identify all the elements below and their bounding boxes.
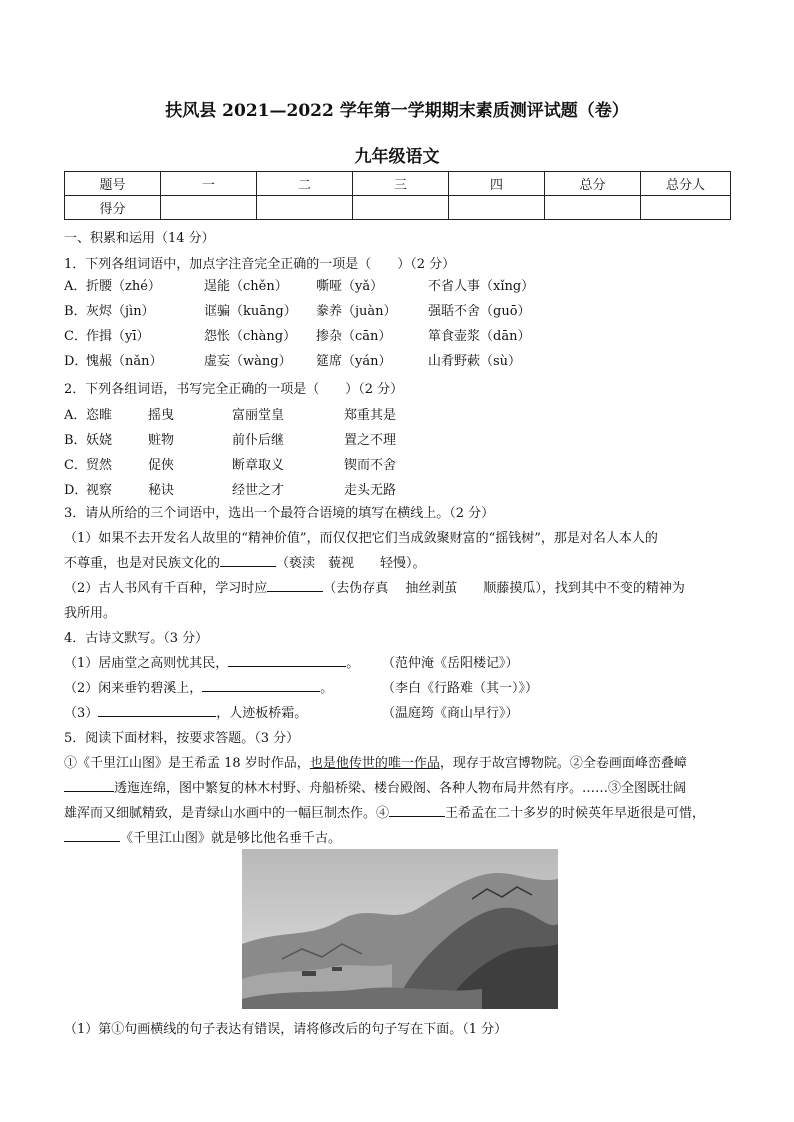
option-item: 走头无路	[344, 483, 397, 498]
option-item: 山肴野蔌（sù）	[428, 354, 522, 369]
answer-blank[interactable]	[228, 654, 346, 667]
score-header-cell: 四	[449, 172, 545, 196]
answer-blank[interactable]	[64, 829, 120, 842]
q5-sentence-4: 《千里江山图》就是够比他名垂千古。	[120, 831, 342, 846]
score-header-cell: 题号	[65, 172, 161, 196]
q4-line1	[64, 652, 359, 671]
q5-sentence-1b: ，现存于故宫博物院。②全卷画面峰峦叠嶂	[439, 756, 687, 771]
option-item: 赃物	[148, 433, 175, 448]
option-item: 锲而不舍	[344, 458, 397, 473]
q5-stem: 5．阅读下面材料，按要求答题。（3 分）	[64, 731, 300, 746]
answer-blank[interactable]	[64, 779, 114, 792]
score-cell[interactable]	[641, 196, 731, 220]
option-item: 筵席（yán）	[316, 354, 392, 369]
option-item: 豢养（juàn）	[316, 304, 397, 319]
option-item: 前仆后继	[232, 433, 285, 448]
answer-blank[interactable]	[98, 704, 216, 717]
answer-blank[interactable]	[202, 679, 320, 692]
q4-line1-source: （范仲淹《岳阳楼记》）	[382, 656, 519, 671]
option-item: 逞能（chěn）	[204, 279, 288, 294]
q5-sentence-3: 雄浑而又细腻精致，是青绿山水画中的一幅巨制杰作。④	[64, 806, 390, 821]
q3-part2-line1	[64, 577, 685, 596]
option-item: 掺杂（cān）	[316, 329, 392, 344]
option-item: 贸然	[86, 458, 113, 473]
q4-line2-source: （李白《行路难（其一）》）	[382, 681, 539, 696]
option-item: 秘诀	[148, 483, 175, 498]
option-item: 妖娆	[86, 433, 113, 448]
option-label: C．	[64, 458, 87, 473]
score-row-label: 得分	[65, 196, 161, 220]
q4-line3-text: （3）	[64, 706, 99, 721]
score-cell[interactable]	[545, 196, 641, 220]
q5-sentence-1a: ①《千里江山图》是王希孟 18 岁时作品，	[64, 756, 310, 771]
q5-subquestion-1: （1）第①句画横线的句子表达有错误，请将修改后的句子写在下面。（1 分）	[64, 1022, 508, 1037]
option-item: 嘶哑（yǎ）	[316, 279, 384, 294]
q5-material-line3	[64, 802, 705, 821]
q5-sentence-3b: 王希孟在二十多岁的时候英年早逝很是可惜，	[445, 806, 706, 821]
option-label: D．	[64, 354, 88, 369]
q3-part2-text: （2）古人书风有千百种，学习时应	[64, 581, 268, 596]
score-cell[interactable]	[161, 196, 257, 220]
option-item: 经世之才	[232, 483, 285, 498]
q4-stem: 4．古诗文默写。（3 分）	[64, 631, 209, 646]
option-item: 不省人事（xǐng）	[428, 279, 535, 294]
option-label: A．	[64, 279, 87, 294]
q4-line3-end: ，人迹板桥霜。	[216, 706, 308, 721]
q4-line3	[64, 702, 307, 721]
option-item: 作揖（yī）	[86, 329, 150, 344]
section-heading: 一、积累和运用（14 分）	[64, 231, 215, 246]
q5-sentence-2: 透迤连绵，图中繁复的林木村野、舟船桥梁、楼台殿阁、各种人物布局井然有序。……③全图既壮阔	[114, 781, 687, 796]
option-item: 折腰（zhé）	[86, 279, 161, 294]
q4-line3-source: （温庭筠《商山早行》）	[382, 706, 519, 721]
score-cell[interactable]	[353, 196, 449, 220]
score-header-cell: 总分人	[641, 172, 731, 196]
q3-part2-choices: （去伪存真 抽丝剥茧 顺藤摸瓜），找到其中不变的精神为	[323, 581, 685, 596]
landscape-painting-image	[242, 849, 558, 1009]
option-item: 置之不理	[344, 433, 397, 448]
score-header-cell: 一	[161, 172, 257, 196]
option-item: 怨怅（chàng）	[204, 329, 297, 344]
painting-svg	[242, 849, 558, 1009]
score-cell[interactable]	[257, 196, 353, 220]
q4-line2-text: （2）闲来垂钓碧溪上，	[64, 681, 203, 696]
option-label: D．	[64, 483, 88, 498]
exam-subtitle: 九年级语文	[354, 147, 440, 167]
option-item: 摇曳	[148, 408, 175, 423]
q3-part1-line2	[64, 552, 426, 571]
score-header-cell: 二	[257, 172, 353, 196]
option-label: A．	[64, 408, 87, 423]
score-cell[interactable]	[449, 196, 545, 220]
option-item: 强聒不舍（guō）	[428, 304, 531, 319]
option-item: 富丽堂皇	[232, 408, 285, 423]
option-item: 恣睢	[86, 408, 113, 423]
q4-line2	[64, 677, 333, 696]
q3-part1-line1: （1）如果不去开发名人故里的“精神价值”，而仅仅把它们当成敛聚财富的“摇钱树”，那是对名人本人的	[64, 531, 658, 546]
q4-line1-text: （1）居庙堂之高则忧其民，	[64, 656, 229, 671]
score-table-score-row	[65, 196, 731, 220]
option-label: B．	[64, 304, 87, 319]
q3-part1-text: 不尊重，也是对民族文化的	[64, 556, 221, 571]
q4-line1-end: 。	[346, 656, 360, 671]
answer-blank[interactable]	[220, 554, 276, 567]
score-table-header-row	[65, 172, 731, 196]
option-item: 箪食壶浆（dān）	[428, 329, 531, 344]
option-label: C．	[64, 329, 87, 344]
q5-underlined-phrase: 也是他传世的唯一作品	[309, 756, 440, 771]
answer-blank[interactable]	[389, 804, 445, 817]
score-header-cell: 总分	[545, 172, 641, 196]
q5-material-line1	[64, 752, 687, 771]
score-header-cell: 三	[353, 172, 449, 196]
option-item: 断章取义	[232, 458, 285, 473]
option-item: 视察	[86, 483, 113, 498]
option-item: 诓骗（kuāng）	[204, 304, 297, 319]
q3-part2-line2: 我所用。	[64, 606, 117, 621]
option-item: 促俠	[148, 458, 175, 473]
option-item: 愧赧（nǎn）	[86, 354, 163, 369]
q5-material-line4	[64, 827, 341, 846]
option-item: 灰烬（jìn）	[86, 304, 155, 319]
answer-blank[interactable]	[267, 579, 323, 592]
q2-stem: 2．下列各组词语，书写完全正确的一项是（ ）（2 分）	[64, 382, 404, 397]
q4-line2-end: 。	[320, 681, 334, 696]
q3-part1-choices: （亵渎 藐视 轻慢）。	[276, 556, 426, 571]
q3-stem: 3．请从所给的三个词语中，选出一个最符合语境的填写在横线上。（2 分）	[64, 506, 495, 521]
q5-material-line2	[64, 777, 686, 796]
score-table	[64, 171, 731, 220]
exam-title: 扶风县 2021—2022 学年第一学期期末素质测评试题（卷）	[165, 101, 629, 121]
option-item: 郑重其是	[344, 408, 397, 423]
option-label: B．	[64, 433, 87, 448]
option-item: 虚妄（wàng）	[204, 354, 292, 369]
q1-stem: 1．下列各组词语中，加点字注音完全正确的一项是（ ）（2 分）	[64, 257, 456, 272]
